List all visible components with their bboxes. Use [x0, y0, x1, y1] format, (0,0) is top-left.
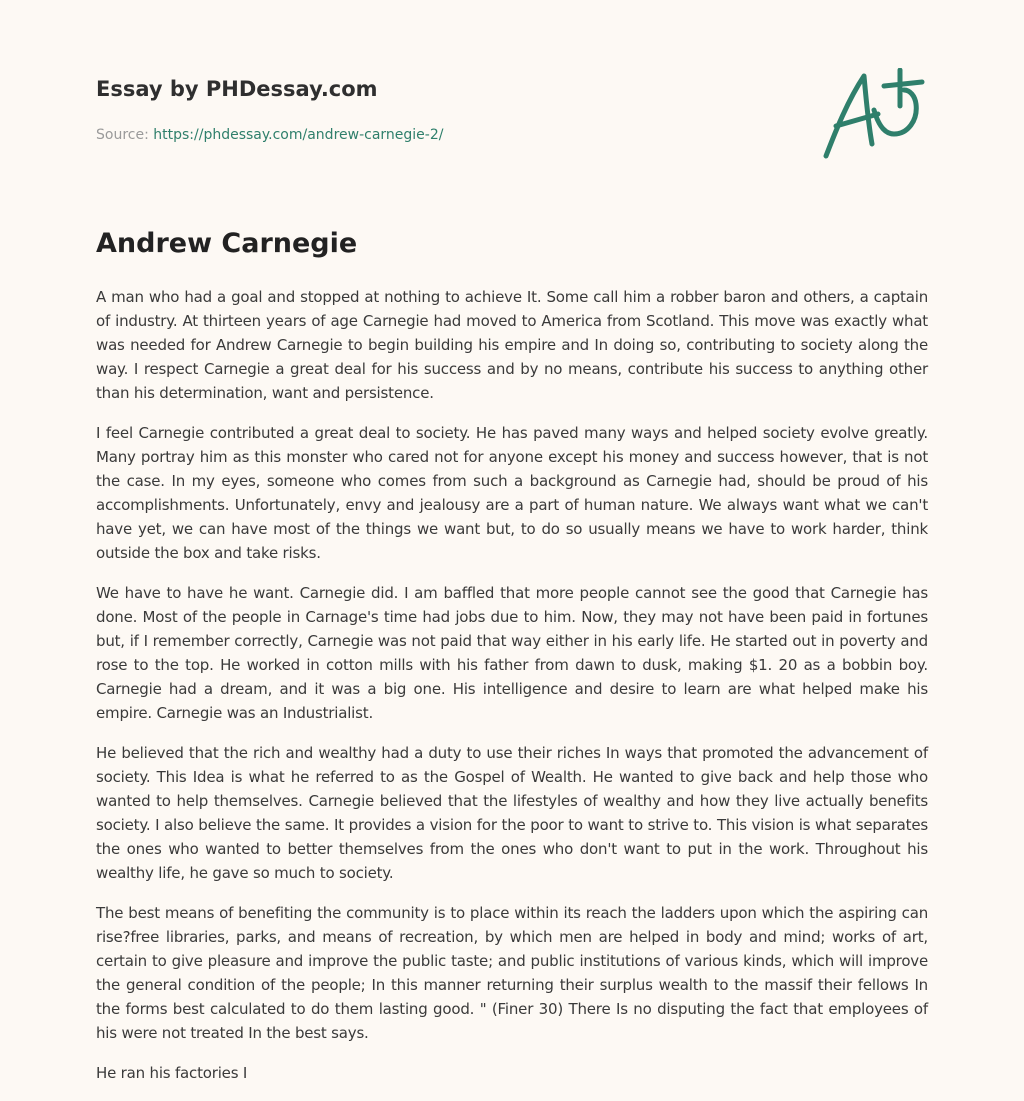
paragraph: I feel Carnegie contributed a great deal to society. He has paved many ways and helped society evolve greatly. Many portray him as this monster who cared not for anyone except his money and success however, that is not the case. In my eyes, someone who comes from such a background as Carnegie had, should be proud of his accomplishments. Unfortunately, envy and jealousy are a part of human nature. We always want what we can't have yet, we can have most of the things we want but, to do so usually means we have to work harder, think outside the box and take risks.: [96, 424, 928, 562]
paragraph: He ran his factories I: [96, 1064, 248, 1082]
article-title: Andrew Carnegie: [96, 228, 358, 259]
paragraph: He believed that the rich and wealthy had a duty to use their riches In ways that promoted the advancement of society. This Idea is what he referred to as the Gospel of Wealth. He wanted to give back and help those who wanted to help themselves. Carnegie believed that the lifestyles of wealthy and how they live actually benefits society. I also believe the same. It provides a vision for the poor to want to strive to. This vision is what separates the ones who wanted to better themselves from the ones who don't want to put in the work. Throughout his wealthy life, he gave so much to society.: [96, 744, 928, 882]
paragraph: The best means of benefiting the community is to place within its reach the ladders upon which the aspiring can rise?free libraries, parks, and means of recreation, by which men are helped in body and mind; works of art, certain to give pleasure and improve the public taste; and public institutions of various kinds, which will improve the general condition of the people; In this manner returning their surplus wealth to the massif their fellows In the forms best calculated to do them lasting good. " (Finer 30) There Is no disputing the fact that employees of his were not treated In the best says.: [96, 904, 928, 1042]
page-header: [96, 74, 928, 174]
a-plus-logo-icon: [822, 68, 926, 164]
paragraph: We have to have he want. Carnegie did. I am baffled that more people cannot see the good that Carnegie has done. Most of the people in Carnage's time had jobs due to him. Now, they may not have been paid in fortunes but, if I remember correctly, Carnegie was not paid that way either in his early life. He started out in poverty and rose to the top. He worked in cotton mills with his father from dawn to dusk, making $1. 20 as a bobbin boy. Carnegie had a dream, and it was a big one. His intelligence and desire to learn are what helped make his empire. Carnegie was an Industrialist.: [96, 584, 928, 722]
source-label: Source:: [96, 127, 149, 143]
source-link[interactable]: https://phdessay.com/andrew-carnegie-2/: [153, 127, 444, 143]
paragraph: A man who had a goal and stopped at nothing to achieve It. Some call him a robber baron and others, a captain of industry. At thirteen years of age Carnegie had moved to America from Scotland. This move was exactly what was needed for Andrew Carnegie to begin building his empire and In doing so, contributing to society along the way. I respect Carnegie a great deal for his success and by no means, contribute his success to anything other than his determination, want and persistence.: [96, 288, 928, 402]
source-line: [96, 125, 928, 145]
site-brand: Essay by PHDessay.com: [96, 77, 378, 101]
article-body: [96, 285, 928, 1101]
